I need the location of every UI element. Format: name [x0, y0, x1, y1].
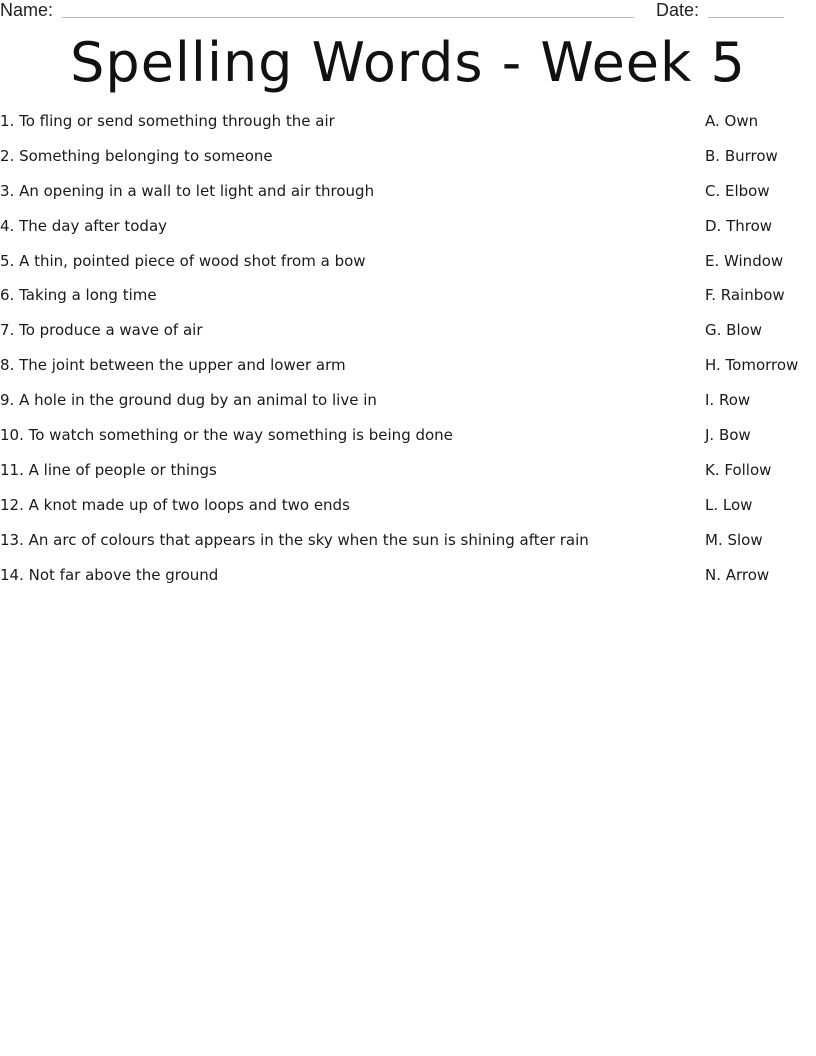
- worksheet-header: [0, 0, 816, 22]
- answer-item: I. Row: [705, 391, 751, 410]
- clue-item: 7. To produce a wave of air: [0, 321, 203, 340]
- answer-item: B. Burrow: [705, 146, 778, 165]
- answer-item: D. Throw: [705, 216, 773, 235]
- answer-item: N. Arrow: [705, 565, 770, 584]
- name-write-line: [62, 17, 634, 18]
- answer-list: [705, 111, 816, 599]
- answer-item: G. Blow: [705, 321, 763, 340]
- clue-item: 14. Not far above the ground: [0, 565, 219, 584]
- answer-item: K. Follow: [705, 460, 772, 479]
- clue-item: 3. An opening in a wall to let light and air through: [0, 181, 375, 200]
- clue-item: 5. A thin, pointed piece of wood shot from a bow: [0, 251, 366, 270]
- clue-item: 6. Taking a long time: [0, 286, 157, 305]
- clue-item: 8. The joint between the upper and lower arm: [0, 356, 346, 375]
- clue-item: 12. A knot made up of two loops and two ends: [0, 495, 350, 514]
- clue-item: 10. To watch something or the way something is being done: [0, 426, 453, 445]
- clue-list: [0, 111, 690, 599]
- answer-item: E. Window: [705, 251, 784, 270]
- date-write-line: [708, 17, 784, 18]
- clue-item: 2. Something belonging to someone: [0, 146, 273, 165]
- clue-item: 11. A line of people or things: [0, 460, 217, 479]
- clue-item: 13. An arc of colours that appears in the sky when the sun is shining after rain: [0, 530, 589, 549]
- answer-item: L. Low: [705, 495, 753, 514]
- answer-item: C. Elbow: [705, 181, 770, 200]
- date-label: Date:: [656, 0, 700, 20]
- answer-item: A. Own: [705, 112, 759, 130]
- answer-item: F. Rainbow: [705, 286, 785, 305]
- name-label: Name:: [0, 0, 54, 20]
- answer-item: J. Bow: [705, 426, 751, 445]
- answer-item: H. Tomorrow: [705, 356, 799, 375]
- clue-item: 4. The day after today: [0, 216, 168, 235]
- answer-item: M. Slow: [705, 530, 763, 549]
- page-title: Spelling Words - Week 5: [70, 31, 746, 94]
- clue-item: 1. To fling or send something through the air: [0, 112, 335, 130]
- clue-item: 9. A hole in the ground dug by an animal to live in: [0, 391, 377, 410]
